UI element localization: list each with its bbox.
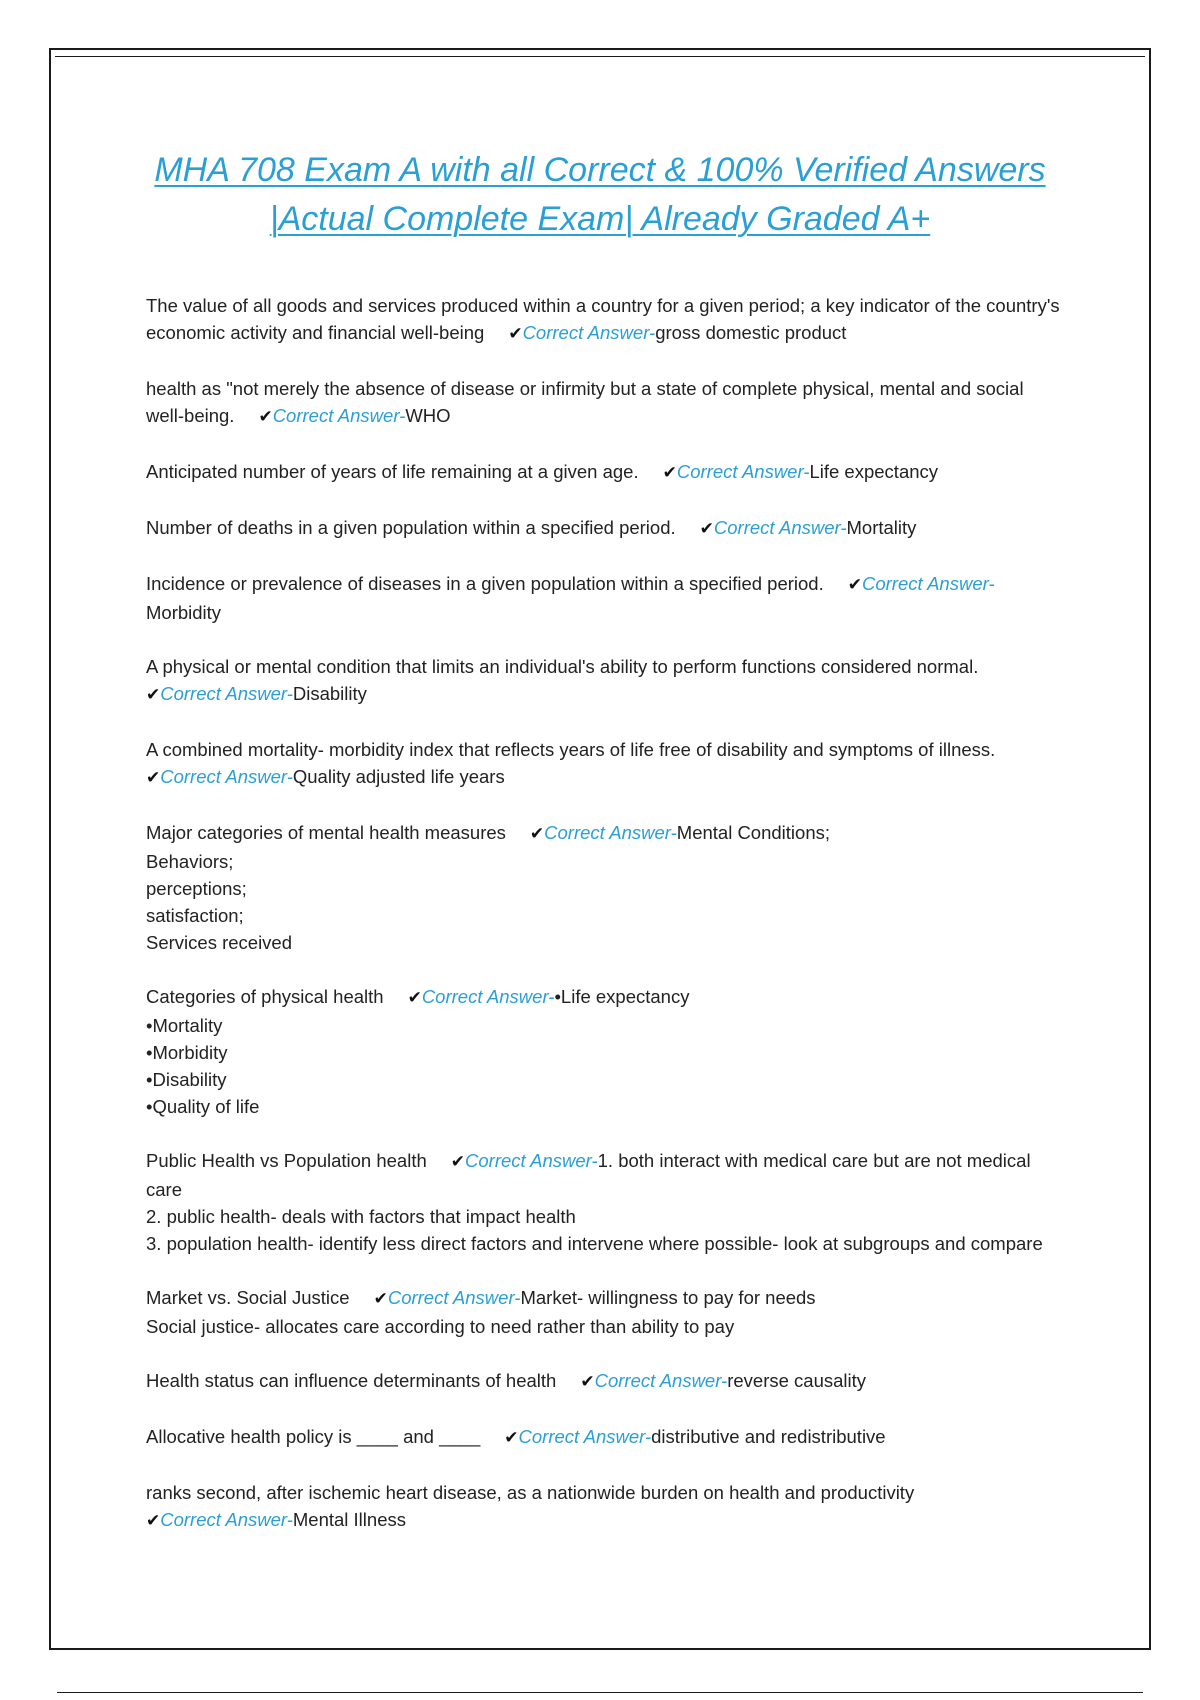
question-text: Major categories of mental health measures	[146, 822, 506, 843]
answer-text: Disability	[292, 683, 367, 704]
answer-text: WHO	[405, 405, 451, 426]
checkmark-icon: ✔	[258, 407, 273, 427]
answer-text: Mental Conditions; Behaviors; perceptions; satisfaction; Services received	[146, 822, 831, 953]
qa-item	[146, 653, 1066, 709]
checkmark-icon: ✔	[146, 768, 161, 788]
question-text: Number of deaths in a given population within a specified period.	[146, 517, 676, 538]
qa-item	[146, 1147, 1066, 1257]
correct-answer-label: Correct Answer-	[676, 461, 810, 482]
checkmark-icon: ✔	[450, 1152, 466, 1172]
checkmark-icon: ✔	[508, 324, 523, 344]
correct-answer-label: Correct Answer-	[272, 405, 406, 426]
correct-answer-label: Correct Answer-	[160, 766, 293, 787]
question-text: The value of all goods and services produced within a country for a given period; a key indicator of the country's economic activity and financial well-being	[146, 295, 1060, 343]
checkmark-icon: ✔	[529, 824, 545, 844]
question-text: Categories of physical health	[146, 986, 384, 1007]
qa-item	[146, 1367, 1066, 1396]
correct-answer-label: Correct Answer-	[160, 683, 293, 704]
answer-text: Market- willingness to pay for needs Social justice- allocates care according to need rather than ability to pay	[146, 1287, 816, 1337]
correct-answer-label: Correct Answer-	[387, 1287, 521, 1308]
qa-item	[146, 1284, 1066, 1340]
qa-item	[146, 375, 1066, 431]
correct-answer-label: Correct Answer-	[861, 573, 995, 594]
checkmark-icon: ✔	[146, 685, 161, 705]
checkmark-icon: ✔	[847, 575, 862, 595]
qa-list	[146, 292, 1066, 1562]
answer-text: distributive and redistributive	[651, 1426, 886, 1447]
qa-item	[146, 736, 1066, 792]
qa-item	[146, 292, 1066, 348]
answer-text: Life expectancy	[809, 461, 939, 482]
checkmark-icon: ✔	[699, 519, 714, 539]
question-text: ranks second, after ischemic heart disease, as a nationwide burden on health and productivity	[146, 1482, 915, 1503]
header-rule	[55, 56, 1145, 57]
checkmark-icon: ✔	[662, 463, 677, 483]
question-text: Allocative health policy is ____ and ____	[146, 1426, 481, 1447]
question-text: health as "not merely the absence of disease or infirmity but a state of complete physical, mental and social well-being.	[146, 378, 1024, 426]
correct-answer-label: Correct Answer-	[465, 1150, 598, 1171]
answer-text: •Life expectancy •Mortality •Morbidity •Disability •Quality of life	[146, 986, 690, 1117]
footer-rule	[57, 1692, 1143, 1693]
answer-text: Morbidity	[146, 602, 222, 623]
correct-answer-label: Correct Answer-	[544, 822, 677, 843]
qa-item	[146, 1479, 1066, 1535]
correct-answer-label: Correct Answer-	[713, 517, 847, 538]
question-text: Anticipated number of years of life remaining at a given age.	[146, 461, 639, 482]
correct-answer-label: Correct Answer-	[594, 1370, 728, 1391]
checkmark-icon: ✔	[580, 1372, 595, 1392]
qa-item	[146, 570, 1066, 626]
checkmark-icon: ✔	[407, 988, 422, 1008]
answer-text: Mental Illness	[292, 1509, 406, 1530]
qa-item	[146, 1423, 1066, 1452]
question-text: A combined mortality- morbidity index that reflects years of life free of disability and symptoms of illness.	[146, 739, 996, 760]
answer-text: Mortality	[846, 517, 917, 538]
checkmark-icon: ✔	[146, 1511, 161, 1531]
answer-text: reverse causality	[727, 1370, 867, 1391]
correct-answer-label: Correct Answer-	[421, 986, 555, 1007]
document-title[interactable]: MHA 708 Exam A with all Correct & 100% Verified Answers |Actual Complete Exam| Already Graded A+	[154, 151, 1046, 238]
correct-answer-label: Correct Answer-	[522, 322, 656, 343]
correct-answer-label: Correct Answer-	[160, 1509, 293, 1530]
answer-text: 1. both interact with medical care but are not medical care 2. public health- deals with factors that impact health 3. population health- identify less direct factors and intervene where possible- look at subgroups and compare	[146, 1150, 1043, 1254]
checkmark-icon: ✔	[504, 1428, 519, 1448]
qa-item	[146, 819, 1066, 956]
qa-item	[146, 983, 1066, 1120]
question-text: Market vs. Social Justice	[146, 1287, 350, 1308]
question-text: A physical or mental condition that limits an individual's ability to perform functions considered normal.	[146, 656, 979, 677]
question-text: Public Health vs Population health	[146, 1150, 427, 1171]
checkmark-icon: ✔	[373, 1289, 388, 1309]
correct-answer-label: Correct Answer-	[518, 1426, 652, 1447]
answer-text: gross domestic product	[655, 322, 847, 343]
question-text: Health status can influence determinants of health	[146, 1370, 557, 1391]
answer-text: Quality adjusted life years	[292, 766, 505, 787]
question-text: Incidence or prevalence of diseases in a given population within a specified period.	[146, 573, 824, 594]
qa-item	[146, 514, 1066, 543]
qa-item	[146, 458, 1066, 487]
